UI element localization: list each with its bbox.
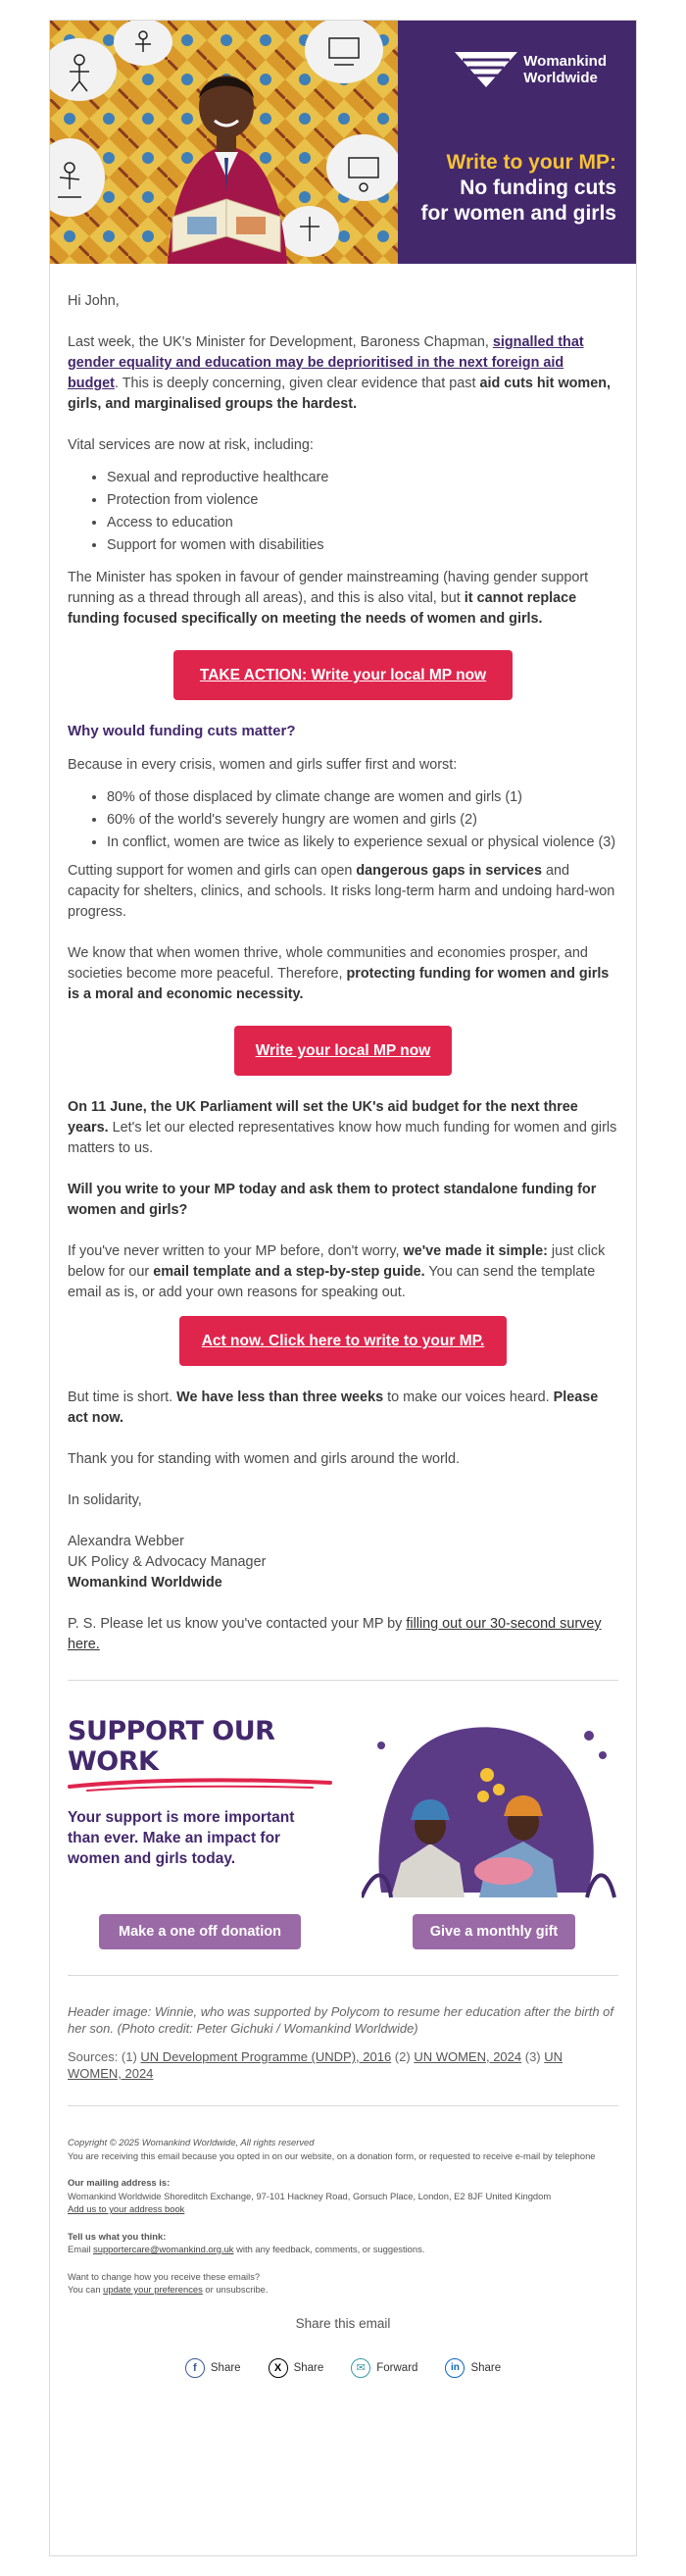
footer (50, 2106, 636, 2378)
list-item: • Access to education (107, 513, 618, 533)
risk-intro: Vital services are now at risk, including: (68, 437, 314, 453)
share-label: Share (293, 2361, 324, 2374)
support-section (50, 1681, 636, 1975)
signature-name: Alexandra Webber (68, 1534, 184, 1549)
simple-text-bold2: email template and a step-by-step guide. (153, 1264, 425, 1280)
source-link-undp[interactable]: UN Development Programme (UNDP), 2016 (140, 2049, 392, 2064)
cta2-wrap (68, 1026, 618, 1076)
red-underline-swoosh (68, 1777, 332, 1793)
support-email-link[interactable]: supportercare@womankind.org.uk (93, 2244, 234, 2254)
list-item: • Protection from violence (107, 490, 618, 511)
cutting-text: Cutting support for women and girls can open (68, 863, 357, 879)
source-link-unwomen[interactable]: UN WOMEN, 2024 (68, 2049, 564, 2081)
act-now-button[interactable]: Act now. Click here to write to your MP. (179, 1316, 507, 1366)
thanks-paragraph: Thank you for standing with women and girls around the world. (68, 1451, 460, 1467)
add-address-link[interactable]: Add us to your address book (68, 2203, 185, 2214)
time-paragraph (68, 1388, 618, 1429)
logo-text-line2: Worldwide (523, 70, 598, 86)
ps-text: P. S. Please let us know you've contacted your MP by (68, 1616, 407, 1632)
take-action-button[interactable]: TAKE ACTION: Write your local MP now (173, 650, 513, 700)
source-sep: (2) (391, 2049, 415, 2064)
email-body (49, 20, 637, 2556)
cutting-text-end: and capacity for shelters, clinics, and schools. It risks long-term harm and undoing hard-won progress. (68, 863, 615, 920)
intro-paragraph (68, 332, 618, 415)
services-list (107, 468, 618, 556)
opt-in-reason: You are receiving this email because you opted in on our website, on a donation form, or requested to receive e-mail by telephone (68, 2149, 596, 2161)
sources-line (68, 2048, 618, 2082)
email-icon: ✉ (351, 2358, 370, 2378)
signature-org: Womankind Worldwide (68, 1575, 222, 1591)
list-item: • 80% of those displaced by climate change are women and girls (1) (107, 787, 618, 808)
intro-text-bold: aid cuts hit women, girls, and marginalised groups the hardest. (68, 376, 612, 412)
ask-text-bold: Will you write to your MP today and ask them to protect standalone funding for women and girls? (68, 1182, 597, 1218)
simple-text-mid: just click below for our (68, 1243, 606, 1280)
cutting-paragraph (68, 861, 618, 923)
simple-text-bold1: we've made it simple: (403, 1243, 548, 1259)
source-sep: (3) (521, 2049, 545, 2064)
change-line (68, 2283, 618, 2297)
signature-role: UK Policy & Advocacy Manager (68, 1554, 267, 1570)
womankind-logo[interactable] (455, 50, 607, 89)
credits-section (50, 1976, 636, 2105)
ask-paragraph (68, 1180, 618, 1221)
june-text: Let's let our elected representatives know how much funding for women and girls matters to us. (68, 1120, 617, 1156)
update-preferences-link[interactable]: update your preferences (103, 2284, 203, 2295)
time-text-bold1: We have less than three weeks (176, 1389, 384, 1405)
thrive-text: We know that when women thrive, whole communities and economies prosper, and societies become more peaceful. Therefore, (68, 945, 588, 982)
change-question: Want to change how you receive these emails? (68, 2270, 261, 2282)
facebook-icon: f (185, 2358, 205, 2378)
mailing-label: Our mailing address is: (68, 2177, 171, 2188)
support-title: SUPPORT OUR WORK (68, 1716, 275, 1777)
logo-text-line1: Womankind (523, 53, 607, 70)
survey-link[interactable]: filling out our 30-second survey here. (68, 1616, 602, 1652)
minister-text-bold: it cannot replace funding focused specifically on meeting the needs of women and girls. (68, 590, 577, 627)
sources-label: Sources: (1) (68, 2049, 141, 2064)
intro-text-mid: . This is deeply concerning, given clear evidence that past (114, 376, 480, 391)
list-item: • 60% of the world's severely hungry are women and girls (2) (107, 810, 618, 831)
hero-photo (50, 21, 398, 264)
one-off-donation-button[interactable]: Make a one off donation (99, 1914, 301, 1949)
why-heading: Why would funding cuts matter? (68, 723, 296, 739)
change-text: You can (68, 2284, 104, 2295)
signalled-link[interactable]: signalled that gender equality and education may be deprioritised in the next foreign aid budget (68, 334, 584, 391)
greeting: Hi John, (68, 293, 120, 309)
minister-text: The Minister has spoken in favour of gender mainstreaming (having gender support running as a thread through all areas), and this is also vital, but (68, 570, 589, 606)
thrive-text-bold: protecting funding for women and girls is a moral and economic necessity. (68, 966, 610, 1002)
thrive-paragraph (68, 943, 618, 1005)
logo-mark-icon (455, 50, 517, 89)
share-forward[interactable] (351, 2358, 417, 2378)
simple-text: If you've never written to your MP before, don't worry, (68, 1243, 404, 1259)
share-label: Forward (376, 2361, 418, 2374)
why-intro: Because in every crisis, women and girls suffer first and worst: (68, 757, 458, 773)
simple-paragraph (68, 1241, 618, 1303)
share-facebook[interactable] (185, 2358, 241, 2378)
simple-text-end: You can send the template email as is, or add your own reasons for speaking out. (68, 1264, 596, 1300)
cta3-wrap (68, 1316, 618, 1366)
share-label: Share (470, 2361, 502, 2374)
mailing-address: Womankind Worldwide Shoreditch Exchange, 97-101 Hackney Road, Gorsuch Place, London, E2 8JF United Kingdom (68, 2190, 552, 2201)
ps-paragraph (68, 1614, 618, 1655)
share-linkedin[interactable] (445, 2358, 501, 2378)
support-illustration (362, 1716, 616, 1902)
feedback-line (68, 2243, 618, 2256)
feedback-text: Email (68, 2244, 94, 2254)
share-row (68, 2358, 618, 2378)
copyright: Copyright © 2025 Womankind Worldwide, All rights reserved (68, 2137, 315, 2147)
intro-text-start: Last week, the UK's Minister for Development, Baroness Chapman, (68, 334, 493, 350)
facts-list (107, 787, 618, 853)
cutting-text-bold: dangerous gaps in services (356, 863, 542, 879)
signoff: In solidarity, (68, 1492, 142, 1508)
cta1-wrap (68, 650, 618, 700)
list-item: • In conflict, women are twice as likely to experience sexual or physical violence (3) (107, 833, 618, 853)
feedback-text-end: with any feedback, comments, or suggestions. (233, 2244, 425, 2254)
header-image-caption: Header image: Winnie, who was supported by Polycom to resume her education after the birth of her son. (Photo credit: Peter Gichuki / Womankind Worldwide) (68, 2004, 614, 2036)
list-item: • Sexual and reproductive healthcare (107, 468, 618, 488)
hero-headline (420, 150, 616, 227)
support-text: Your support is more important than ever. Make an impact for women and girls today. (68, 1809, 295, 1867)
time-text-bold2: Please act now. (68, 1389, 599, 1426)
hero-headline-line2: for women and girls (420, 202, 616, 225)
hero-headline-accent: Write to your MP: (446, 151, 616, 174)
time-text-mid: to make our voices heard. (383, 1389, 554, 1405)
share-title: Share this email (295, 2315, 391, 2331)
write-mp-button[interactable]: Write your local MP now (234, 1026, 452, 1076)
source-link-unwomen[interactable]: UN WOMEN, 2024 (414, 2049, 522, 2064)
change-text-end: or unsubscribe. (202, 2284, 269, 2295)
letter-content (50, 264, 636, 1655)
list-item: • Support for women with disabilities (107, 535, 618, 556)
share-label: Share (210, 2361, 241, 2374)
minister-paragraph (68, 568, 618, 630)
hero-headline-line1: No funding cuts (460, 177, 616, 199)
june-text-bold: On 11 June, the UK Parliament will set the UK's aid budget for the next three years. (68, 1099, 578, 1136)
hero-banner (50, 21, 636, 264)
x-icon: X (269, 2358, 288, 2378)
share-x[interactable] (269, 2358, 324, 2378)
support-left (68, 1716, 342, 1869)
linkedin-icon: in (445, 2358, 465, 2378)
feedback-label: Tell us what you think: (68, 2230, 167, 2242)
time-text: But time is short. (68, 1389, 177, 1405)
monthly-gift-button[interactable]: Give a monthly gift (413, 1914, 575, 1949)
june-paragraph (68, 1097, 618, 1159)
signature (68, 1532, 618, 1593)
